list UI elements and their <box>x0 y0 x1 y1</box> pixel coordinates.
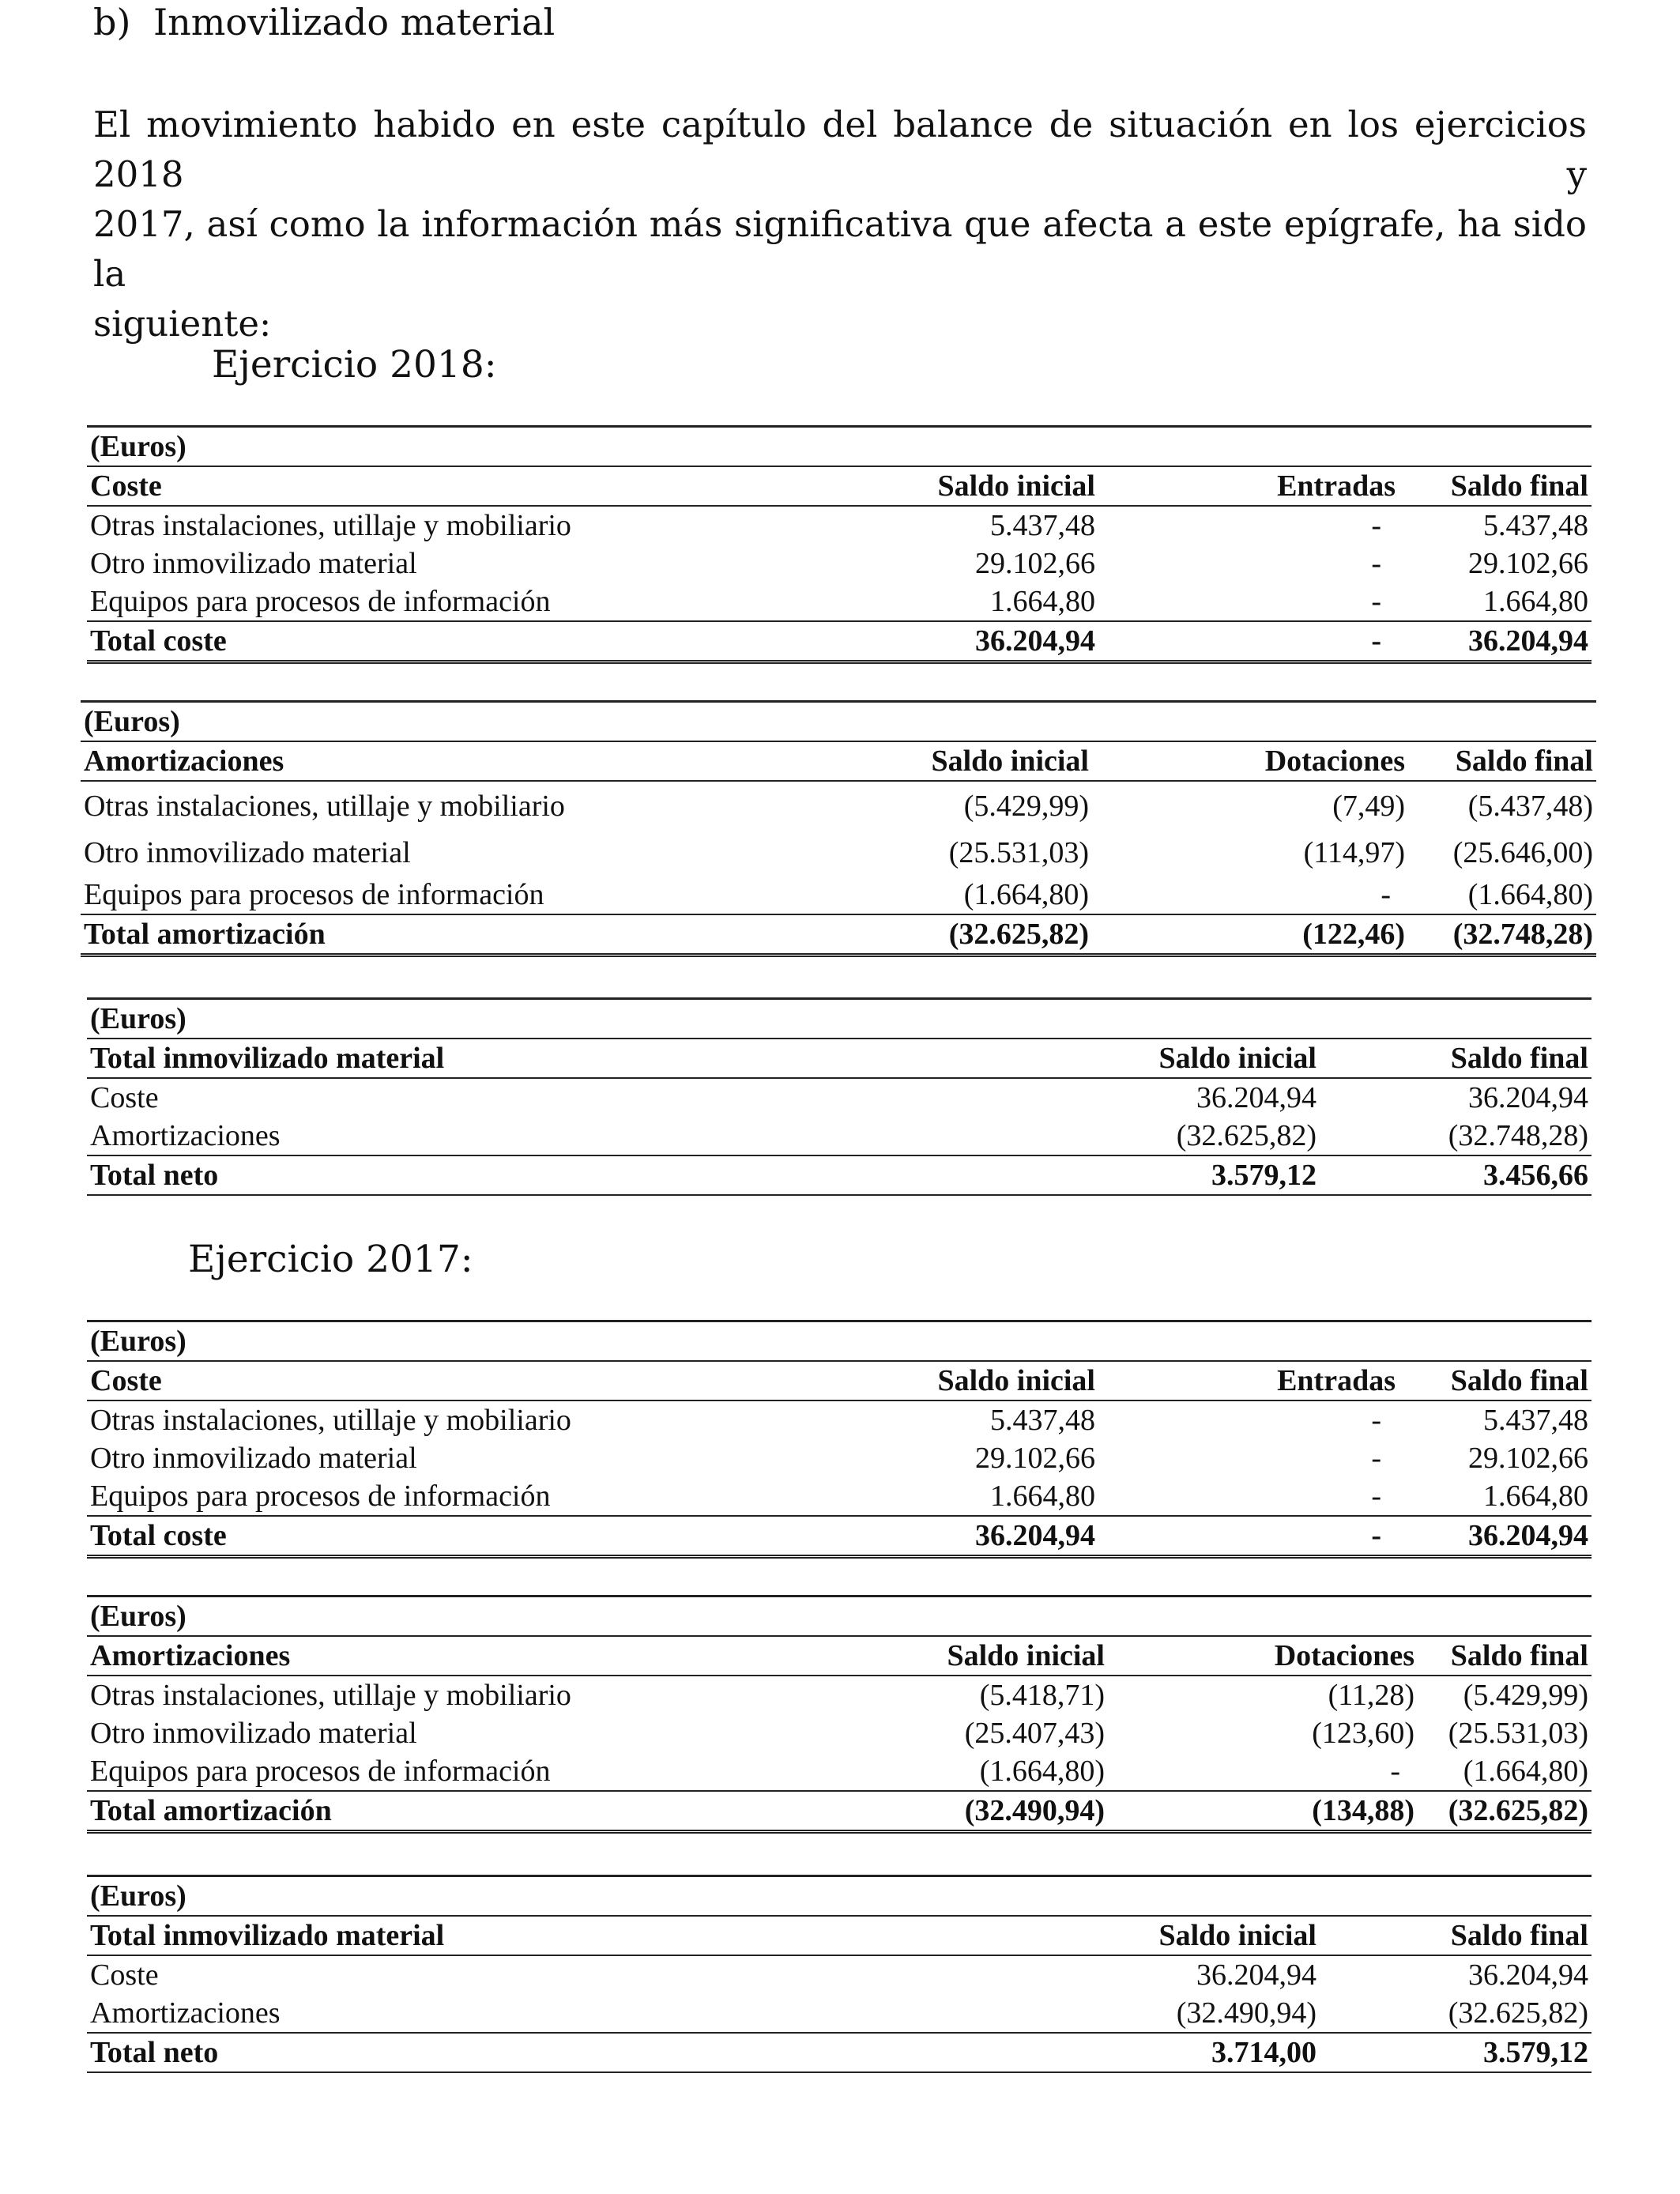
cell-value: - <box>1371 509 1381 542</box>
unit-label: (Euros) <box>87 1321 1591 1362</box>
col-header: Coste <box>87 466 751 506</box>
table-row <box>87 545 1591 582</box>
section-letter: b) <box>93 1 131 43</box>
row-label: Otro inmovilizado material <box>90 547 417 580</box>
cell-value: (1.664,80) <box>979 1755 1105 1788</box>
total-row <box>87 1516 1591 1557</box>
col-header: Total inmovilizado material <box>87 1039 956 1078</box>
total-value: 36.204,94 <box>1399 1516 1591 1557</box>
unit-row <box>87 1321 1591 1362</box>
cell-value: (1.664,80) <box>963 878 1089 911</box>
total-value: 3.579,12 <box>956 1155 1320 1195</box>
row-label: Equipos para procesos de información <box>90 1480 551 1513</box>
unit-row <box>87 999 1591 1039</box>
header-row <box>87 1039 1591 1078</box>
total-value: - <box>1098 1516 1399 1557</box>
row-label: Coste <box>90 1081 159 1114</box>
cell-value: (123,60) <box>1312 1717 1414 1750</box>
cell-value: 5.437,48 <box>1483 509 1588 542</box>
row-label: Equipos para procesos de información <box>84 878 544 911</box>
table-row <box>87 1994 1591 2033</box>
table-row <box>87 1955 1591 1994</box>
row-label: Amortizaciones <box>90 1119 281 1152</box>
table-2017-amortizaciones <box>87 1595 1591 1834</box>
total-value: (32.625,82) <box>1418 1791 1591 1832</box>
row-label: Otro inmovilizado material <box>90 1717 417 1750</box>
cell-value: - <box>1371 585 1381 618</box>
row-label: Coste <box>90 1958 159 1992</box>
table-row <box>87 582 1591 621</box>
unit-row <box>87 1876 1591 1917</box>
table-row <box>87 1752 1591 1791</box>
row-label: Otras instalaciones, utillaje y mobiliario <box>90 1404 571 1437</box>
cell-value: (25.531,03) <box>1448 1717 1588 1750</box>
col-header: Total inmovilizado material <box>87 1916 956 1955</box>
row-label: Amortizaciones <box>90 1996 281 2030</box>
col-header: Dotaciones <box>1108 1636 1418 1676</box>
total-value: 36.204,94 <box>751 1516 1098 1557</box>
total-label: Total coste <box>87 621 751 662</box>
cell-value: - <box>1371 1480 1381 1513</box>
total-label: Total coste <box>87 1516 751 1557</box>
cell-value: - <box>1390 1755 1400 1788</box>
cell-value: 29.102,66 <box>1468 547 1588 580</box>
col-header: Saldo final <box>1320 1916 1591 1955</box>
col-header: Saldo inicial <box>956 1916 1320 1955</box>
intro-line: siguiente: <box>93 303 272 345</box>
header-row <box>81 741 1596 781</box>
unit-label: (Euros) <box>87 427 1591 467</box>
col-header: Saldo inicial <box>751 1636 1108 1676</box>
cell-value: 36.204,94 <box>1468 1081 1588 1114</box>
cell-value: - <box>1371 1442 1381 1475</box>
cell-value: 36.204,94 <box>1196 1081 1317 1114</box>
cell-value: (25.531,03) <box>948 836 1089 869</box>
cell-value: - <box>1371 547 1381 580</box>
row-label: Otras instalaciones, utillaje y mobiliario <box>90 1679 571 1712</box>
table-2018-coste <box>87 425 1591 664</box>
table-2018-neto <box>87 997 1591 1196</box>
total-label: Total amortización <box>87 1791 751 1832</box>
cell-value: (25.646,00) <box>1452 836 1593 869</box>
cell-value: (1.664,80) <box>1467 878 1593 911</box>
cell-value: (114,97) <box>1303 836 1405 869</box>
table-row <box>87 1676 1591 1714</box>
cell-value: 1.664,80 <box>990 585 1095 618</box>
cell-value: 36.204,94 <box>1468 1958 1588 1992</box>
unit-row <box>87 427 1591 467</box>
year-title-2017: Ejercicio 2017: <box>188 1238 473 1281</box>
cell-value: - <box>1371 1404 1381 1437</box>
cell-value: (5.418,71) <box>979 1679 1105 1712</box>
row-label: Otro inmovilizado material <box>90 1442 417 1475</box>
cell-value: (5.437,48) <box>1467 789 1593 823</box>
table-row <box>87 1117 1591 1155</box>
cell-value: - <box>1381 878 1391 911</box>
header-row <box>87 466 1591 506</box>
unit-row <box>87 1596 1591 1637</box>
year-title-2018: Ejercicio 2018: <box>212 343 497 386</box>
col-header: Saldo inicial <box>751 1361 1098 1400</box>
cell-value: 29.102,66 <box>975 1442 1095 1475</box>
col-header: Saldo inicial <box>751 466 1098 506</box>
unit-label: (Euros) <box>87 1596 1591 1637</box>
cell-value: 29.102,66 <box>1468 1442 1588 1475</box>
cell-value: 36.204,94 <box>1196 1958 1317 1992</box>
table-2018-amortizaciones <box>81 700 1596 957</box>
total-value: (122,46) <box>1092 914 1408 956</box>
total-row <box>87 2033 1591 2072</box>
col-header: Saldo inicial <box>956 1039 1320 1078</box>
total-value: 36.204,94 <box>1399 621 1591 662</box>
table-row <box>81 830 1596 876</box>
table-row <box>81 876 1596 914</box>
table-row <box>87 1714 1591 1752</box>
total-value: - <box>1098 621 1399 662</box>
col-header: Saldo final <box>1408 741 1596 781</box>
table-2017-neto <box>87 1875 1591 2073</box>
unit-label: (Euros) <box>87 999 1591 1039</box>
cell-value: (32.490,94) <box>1176 1996 1317 2030</box>
total-label: Total neto <box>87 2033 956 2072</box>
col-header: Amortizaciones <box>87 1636 751 1676</box>
cell-value: (25.407,43) <box>964 1717 1105 1750</box>
unit-label: (Euros) <box>87 1876 1591 1917</box>
cell-value: 1.664,80 <box>1483 585 1588 618</box>
table-row <box>87 1477 1591 1516</box>
cell-value: (1.664,80) <box>1463 1755 1588 1788</box>
cell-value: 1.664,80 <box>1483 1480 1588 1513</box>
col-header: Coste <box>87 1361 751 1400</box>
cell-value: 29.102,66 <box>975 547 1095 580</box>
col-header: Saldo final <box>1418 1636 1591 1676</box>
cell-value: 5.437,48 <box>1483 1404 1588 1437</box>
col-header: Saldo final <box>1399 466 1591 506</box>
cell-value: (32.625,82) <box>1448 1996 1588 2030</box>
total-row <box>87 1155 1591 1195</box>
total-value: (134,88) <box>1108 1791 1418 1832</box>
unit-label: (Euros) <box>81 702 1596 742</box>
table-row <box>87 1400 1591 1439</box>
cell-value: (32.625,82) <box>1176 1119 1317 1152</box>
col-header: Dotaciones <box>1092 741 1408 781</box>
table-row <box>87 1078 1591 1117</box>
cell-value: (32.748,28) <box>1448 1119 1588 1152</box>
total-row <box>87 621 1591 662</box>
total-value: (32.748,28) <box>1408 914 1596 956</box>
row-label: Equipos para procesos de información <box>90 1755 551 1788</box>
col-header: Saldo final <box>1399 1361 1591 1400</box>
row-label: Otras instalaciones, utillaje y mobiliario <box>90 509 571 542</box>
table-row <box>81 781 1596 830</box>
total-value: 3.579,12 <box>1320 2033 1591 2072</box>
total-row <box>81 914 1596 956</box>
intro-line: El movimiento habido en este capítulo del balance de situación en los ejercicios 2018 y <box>93 104 1587 195</box>
total-value: 3.714,00 <box>956 2033 1320 2072</box>
cell-value: 5.437,48 <box>990 509 1095 542</box>
header-row <box>87 1361 1591 1400</box>
table-2017-coste <box>87 1320 1591 1559</box>
cell-value: (11,28) <box>1328 1679 1414 1712</box>
total-label: Total neto <box>87 1155 956 1195</box>
table-row <box>87 506 1591 545</box>
cell-value: (7,49) <box>1332 789 1405 823</box>
total-value: (32.490,94) <box>751 1791 1108 1832</box>
row-label: Otro inmovilizado material <box>84 836 411 869</box>
cell-value: 5.437,48 <box>990 1404 1095 1437</box>
col-header: Amortizaciones <box>81 741 744 781</box>
col-header: Saldo inicial <box>744 741 1092 781</box>
intro-paragraph <box>93 100 1587 349</box>
unit-row <box>81 702 1596 742</box>
total-row <box>87 1791 1591 1832</box>
cell-value: (5.429,99) <box>963 789 1089 823</box>
row-label: Equipos para procesos de información <box>90 585 551 618</box>
section-title: Inmovilizado material <box>153 1 556 43</box>
total-label: Total amortización <box>81 914 744 956</box>
col-header: Saldo final <box>1320 1039 1591 1078</box>
cell-value: 1.664,80 <box>990 1480 1095 1513</box>
section-heading <box>93 0 555 44</box>
header-row <box>87 1916 1591 1955</box>
col-header: Entradas <box>1098 466 1399 506</box>
intro-line: 2017, así como la información más significativa que afecta a este epígrafe, ha sido la <box>93 203 1587 295</box>
col-header: Entradas <box>1098 1361 1399 1400</box>
cell-value: (5.429,99) <box>1463 1679 1588 1712</box>
header-row <box>87 1636 1591 1676</box>
row-label: Otras instalaciones, utillaje y mobiliario <box>84 789 565 823</box>
total-value: 36.204,94 <box>751 621 1098 662</box>
total-value: (32.625,82) <box>744 914 1092 956</box>
table-row <box>87 1439 1591 1477</box>
total-value: 3.456,66 <box>1320 1155 1591 1195</box>
